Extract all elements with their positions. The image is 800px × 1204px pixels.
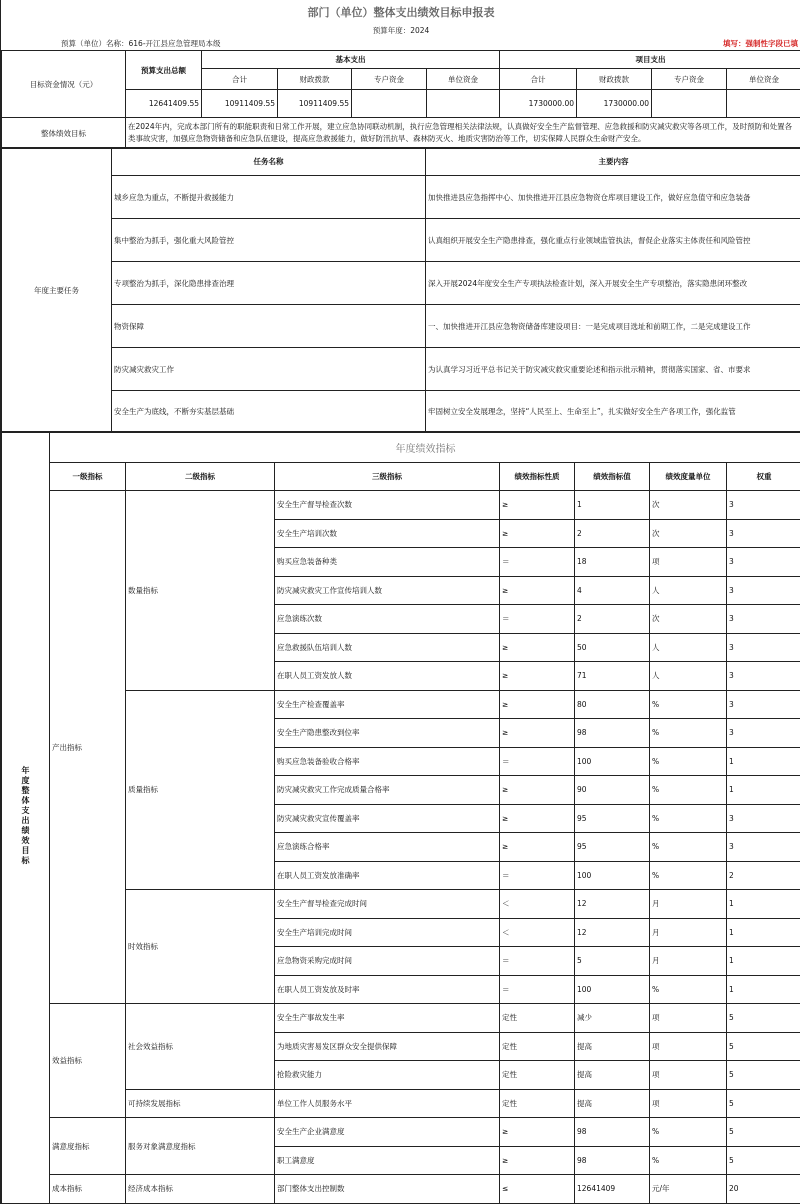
indicator-weight: 1 (727, 776, 800, 805)
task-name: 安全生产为底线，不断夯实基层基础 (112, 391, 426, 433)
indicator-unit: 项 (650, 1032, 727, 1061)
indicator-weight: 5 (727, 1118, 800, 1147)
indicator-symbol: 定性 (500, 1061, 575, 1090)
indicator-value: 90 (575, 776, 650, 805)
indicator-weight: 3 (727, 633, 800, 662)
indicator-weight: 3 (727, 605, 800, 634)
indicator-name: 购买应急装备验收合格率 (275, 747, 500, 776)
level1-cell: 满意度指标 (50, 1118, 126, 1175)
indicator-weight: 1 (727, 918, 800, 947)
indicator-name: 安全生产督导检查次数 (275, 491, 500, 520)
basic-label: 基本支出 (202, 51, 500, 69)
task-content: 为认真学习习近平总书记关于防灾减灾救灾重要论述和指示批示精神，贯彻落实国家、省、市要求 (426, 348, 800, 391)
indicator-value: 98 (575, 1118, 650, 1147)
task-name: 防灾减灾救灾工作 (112, 348, 426, 391)
tasks-label: 年度主要任务 (2, 148, 112, 433)
indicator-unit: 项 (650, 1004, 727, 1033)
indicator-unit: % (650, 1146, 727, 1175)
task-name-header: 任务名称 (112, 148, 426, 176)
indicator-name: 防灾减灾救灾宣传覆盖率 (275, 804, 500, 833)
indicator-unit: 人 (650, 633, 727, 662)
indicator-weight: 1 (727, 747, 800, 776)
level2-cell: 经济成本指标 (126, 1175, 275, 1204)
project-total-value: 1730000.00 (500, 90, 577, 118)
level1-cell: 成本指标 (50, 1175, 126, 1204)
indicator-symbol: ≥ (500, 633, 575, 662)
indicator-symbol: ≥ (500, 804, 575, 833)
indicator-name: 部门整体支出控制数 (275, 1175, 500, 1204)
indicator-name: 安全生产督导检查完成时间 (275, 890, 500, 919)
indicator-symbol: ≥ (500, 833, 575, 862)
task-content: 深入开展2024年度安全生产专项执法检查计划，深入开展安全生产专项整治，落实隐患闭环整改 (426, 262, 800, 305)
indicator-name: 安全生产事故发生率 (275, 1004, 500, 1033)
indicator-unit: 元/年 (650, 1175, 727, 1204)
indicators-side-label (2, 432, 50, 1204)
indicator-weight: 20 (727, 1175, 800, 1204)
header-unit: 绩效度量单位 (650, 463, 727, 491)
budget-year: 预算年度：2024 (372, 26, 430, 35)
overall-goal-text: 在2024年内，完成本部门所有的职能职责和日常工作开展，建立应急协同联动机制，执行应急管理相关法律法规，认真做好安全生产监督管理、应急救援和防灾减灾救灾等各项工作，及时预防和处置各类事故灾害，加强应急物资储备和应急队伍建设，提高应急救援能力，做好防汛抗旱、森林防灭火、地质灾害防治等工作，切实保障人民群众生命财产安全。 (126, 118, 800, 149)
indicator-weight: 5 (727, 1061, 800, 1090)
project-sub-unit: 单位资金 (727, 69, 800, 90)
level2-cell: 社会效益指标 (126, 1004, 275, 1090)
basic-special-value (352, 90, 427, 118)
project-sub-special: 专户资金 (652, 69, 727, 90)
overall-goal-table (1, 117, 800, 149)
task-name: 专项整治为抓手，深化隐患排查治理 (112, 262, 426, 305)
indicator-unit: % (650, 747, 727, 776)
indicator-name: 职工满意度 (275, 1146, 500, 1175)
task-name: 集中整治为抓手，强化重大风险管控 (112, 219, 426, 262)
indicator-unit: 次 (650, 491, 727, 520)
indicator-name: 安全生产培训完成时间 (275, 918, 500, 947)
indicator-unit: 次 (650, 519, 727, 548)
project-sub-fiscal: 财政拨款 (577, 69, 652, 90)
indicator-name: 安全生产培训次数 (275, 519, 500, 548)
header-level1: 一级指标 (50, 463, 126, 491)
indicator-name: 防灾减灾救灾工作宣传培训人数 (275, 576, 500, 605)
indicator-unit: 月 (650, 947, 727, 976)
project-fiscal-value: 1730000.00 (577, 90, 652, 118)
indicator-name: 抢险救灾能力 (275, 1061, 500, 1090)
indicator-name: 应急救援队伍培训人数 (275, 633, 500, 662)
funds-label: 目标资金情况（元） (2, 51, 126, 118)
overall-goal-label: 整体绩效目标 (2, 118, 126, 149)
indicator-row (2, 1004, 800, 1033)
basic-sub-special: 专户资金 (352, 69, 427, 90)
indicator-unit: % (650, 975, 727, 1004)
indicator-weight: 3 (727, 491, 800, 520)
indicator-unit: % (650, 690, 727, 719)
indicator-value: 95 (575, 833, 650, 862)
total-value: 12641409.55 (126, 90, 202, 118)
indicator-value: 50 (575, 633, 650, 662)
header-nature: 绩效指标性质 (500, 463, 575, 491)
indicators-side-label-text: 年度整体支出绩效目标 (21, 766, 30, 867)
indicator-weight: 3 (727, 804, 800, 833)
indicator-value: 100 (575, 975, 650, 1004)
indicator-name: 应急演练次数 (275, 605, 500, 634)
basic-fiscal-value: 10911409.55 (278, 90, 352, 118)
indicator-value: 12 (575, 918, 650, 947)
indicator-symbol: 定性 (500, 1004, 575, 1033)
indicator-symbol: ≥ (500, 491, 575, 520)
indicator-symbol: ≤ (500, 1175, 575, 1204)
indicator-value: 提高 (575, 1061, 650, 1090)
indicator-symbol: ≥ (500, 519, 575, 548)
level1-cell: 产出指标 (50, 491, 126, 1004)
basic-unit-value (427, 90, 500, 118)
indicator-unit: % (650, 776, 727, 805)
indicator-weight: 3 (727, 690, 800, 719)
indicator-value: 1 (575, 491, 650, 520)
indicator-name: 在职人员工资发放准确率 (275, 861, 500, 890)
annual-tasks-table (1, 147, 800, 433)
indicator-name: 安全生产检查覆盖率 (275, 690, 500, 719)
indicator-symbol: ≥ (500, 1146, 575, 1175)
indicator-unit: % (650, 833, 727, 862)
indicator-name: 安全生产企业满意度 (275, 1118, 500, 1147)
level2-cell: 数量指标 (126, 491, 275, 691)
task-content-header: 主要内容 (426, 148, 800, 176)
indicators-section-header: 年度绩效指标 (50, 432, 800, 463)
indicator-weight: 3 (727, 576, 800, 605)
project-special-value (652, 90, 727, 118)
indicator-name: 购买应急装备种类 (275, 548, 500, 577)
total-label: 预算支出总额 (126, 51, 202, 90)
indicators-table (1, 431, 800, 1204)
project-unit-value (727, 90, 800, 118)
indicator-name: 防灾减灾救灾工作完成质量合格率 (275, 776, 500, 805)
task-content: 认真组织开展安全生产隐患排查，强化重点行业领域监管执法，督促企业落实主体责任和风险管控 (426, 219, 800, 262)
indicator-name: 应急物资采购完成时间 (275, 947, 500, 976)
indicator-unit: 人 (650, 662, 727, 691)
indicator-unit: 次 (650, 605, 727, 634)
indicator-name: 在职人员工资发放及时率 (275, 975, 500, 1004)
report-title: 部门（单位）整体支出绩效目标申报表 (307, 6, 495, 19)
indicator-row (2, 1118, 800, 1147)
header-weight: 权重 (727, 463, 800, 491)
indicator-symbol: ≥ (500, 576, 575, 605)
indicator-value: 4 (575, 576, 650, 605)
indicator-value: 提高 (575, 1089, 650, 1118)
indicator-weight: 5 (727, 1089, 800, 1118)
indicator-name: 单位工作人员服务水平 (275, 1089, 500, 1118)
indicator-unit: 月 (650, 918, 727, 947)
basic-sub-total: 合计 (202, 69, 278, 90)
indicator-symbol: ≥ (500, 1118, 575, 1147)
indicator-value: 71 (575, 662, 650, 691)
indicator-unit: % (650, 804, 727, 833)
indicator-weight: 3 (727, 548, 800, 577)
task-name: 城乡应急为重点，不断提升救援能力 (112, 176, 426, 219)
task-content: 牢固树立安全发展理念，坚持“人民至上、生命至上”，扎实做好安全生产各项工作，强化监管 (426, 391, 800, 433)
indicator-value: 80 (575, 690, 650, 719)
indicator-symbol: ≥ (500, 776, 575, 805)
indicator-value: 95 (575, 804, 650, 833)
indicator-value: 减少 (575, 1004, 650, 1033)
indicator-weight: 5 (727, 1004, 800, 1033)
indicator-weight: 1 (727, 975, 800, 1004)
project-label: 项目支出 (500, 51, 800, 69)
indicator-symbol: ≥ (500, 690, 575, 719)
indicator-symbol: ≥ (500, 719, 575, 748)
indicator-weight: 3 (727, 519, 800, 548)
indicator-weight: 3 (727, 662, 800, 691)
indicator-unit: % (650, 861, 727, 890)
indicator-weight: 3 (727, 833, 800, 862)
header-level2: 二级指标 (126, 463, 275, 491)
indicator-row (2, 1175, 800, 1204)
task-name: 物资保障 (112, 305, 426, 348)
indicator-symbol: ＝ (500, 861, 575, 890)
indicator-symbol: ＝ (500, 947, 575, 976)
task-content: 加快推进县应急指挥中心、加快推进开江县应急物资仓库项目建设工作，做好应急值守和应急装备 (426, 176, 800, 219)
indicator-unit: % (650, 1118, 727, 1147)
fill-note: 填写：强制性字段已填 (723, 39, 798, 48)
indicator-row (2, 491, 800, 520)
indicator-value: 100 (575, 861, 650, 890)
indicator-value: 100 (575, 747, 650, 776)
indicator-weight: 1 (727, 890, 800, 919)
indicator-symbol: ＝ (500, 605, 575, 634)
level2-cell: 可持续发展指标 (126, 1089, 275, 1118)
indicator-name: 应急演练合格率 (275, 833, 500, 862)
indicator-symbol: 定性 (500, 1089, 575, 1118)
indicator-unit: 项 (650, 1061, 727, 1090)
basic-sub-fiscal: 财政拨款 (278, 69, 352, 90)
indicator-symbol: ＝ (500, 975, 575, 1004)
indicator-name: 在职人员工资发放人数 (275, 662, 500, 691)
indicator-weight: 5 (727, 1032, 800, 1061)
indicator-name: 安全生产隐患整改到位率 (275, 719, 500, 748)
level2-cell: 质量指标 (126, 690, 275, 890)
indicator-value: 98 (575, 719, 650, 748)
indicator-symbol: ＝ (500, 747, 575, 776)
indicator-value: 提高 (575, 1032, 650, 1061)
indicator-symbol: ＝ (500, 548, 575, 577)
indicator-weight: 2 (727, 861, 800, 890)
indicator-name: 为地质灾害易发区群众安全提供保障 (275, 1032, 500, 1061)
indicator-value: 2 (575, 605, 650, 634)
indicator-symbol: ＜ (500, 890, 575, 919)
funds-table (1, 50, 800, 118)
indicator-value: 12 (575, 890, 650, 919)
indicator-value: 2 (575, 519, 650, 548)
indicator-weight: 5 (727, 1146, 800, 1175)
unit-name: 预算（单位）名称：616-开江县应急管理局本级 (61, 39, 221, 48)
indicator-unit: % (650, 719, 727, 748)
header-value: 绩效指标值 (575, 463, 650, 491)
indicator-weight: 3 (727, 719, 800, 748)
indicator-weight: 1 (727, 947, 800, 976)
indicator-unit: 项 (650, 1089, 727, 1118)
indicator-unit: 人 (650, 576, 727, 605)
indicator-symbol: 定性 (500, 1032, 575, 1061)
indicator-unit: 项 (650, 548, 727, 577)
indicator-unit: 月 (650, 890, 727, 919)
basic-sub-unit: 单位资金 (427, 69, 500, 90)
indicator-value: 18 (575, 548, 650, 577)
indicator-symbol: ≥ (500, 662, 575, 691)
indicator-value: 98 (575, 1146, 650, 1175)
level2-cell: 时效指标 (126, 890, 275, 1004)
indicator-value: 5 (575, 947, 650, 976)
indicator-symbol: ＜ (500, 918, 575, 947)
level2-cell: 服务对象满意度指标 (126, 1118, 275, 1175)
basic-total-value: 10911409.55 (202, 90, 278, 118)
task-content: 一、加快推进开江县应急物资储备库建设项目：一是完成项目选址和前期工作，二是完成建设工作 (426, 305, 800, 348)
indicator-value: 12641409 (575, 1175, 650, 1204)
project-sub-total: 合计 (500, 69, 577, 90)
header-level3: 三级指标 (275, 463, 500, 491)
level1-cell: 效益指标 (50, 1004, 126, 1118)
